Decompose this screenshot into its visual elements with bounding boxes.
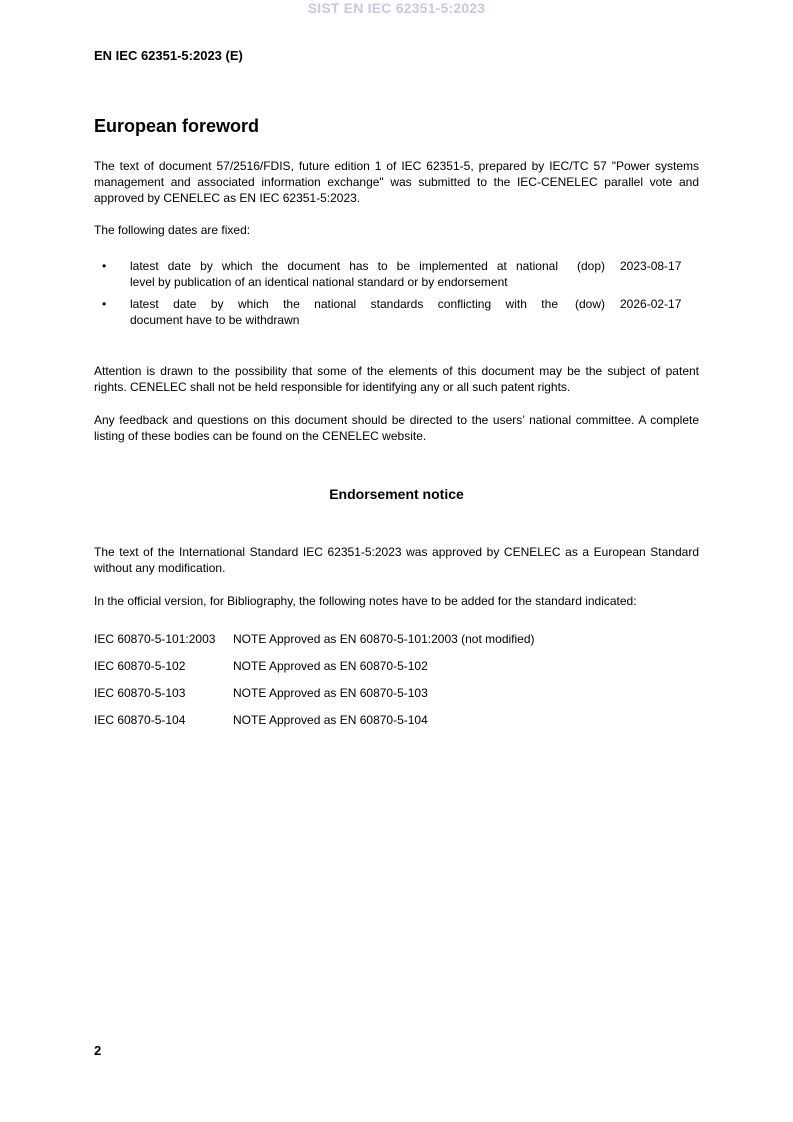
bullet: •: [102, 259, 107, 273]
endorsement-paragraph: The text of the International Standard IEC 62351-5:2023 was approved by CENELEC as a European Standard without any modification.: [94, 545, 699, 575]
bullet: •: [102, 297, 107, 311]
page-number: 2: [94, 1043, 102, 1058]
date-item-text: latest date by which the document has to be implemented at national: [130, 259, 558, 273]
date-item-dop: [94, 258, 699, 290]
patent-paragraph: Attention is drawn to the possibility that some of the elements of this document may be the subject of patent rights. CENELEC shall not be held responsible for identifying any or all such patent rights.: [94, 364, 699, 394]
watermark: SIST EN IEC 62351-5:2023: [307, 0, 486, 16]
date-item-dow: [94, 296, 699, 328]
date-value: 2026-02-17: [620, 297, 682, 311]
reference-code: IEC 60870-5-104: [94, 713, 186, 727]
running-head: EN IEC 62351-5:2023 (E): [94, 48, 243, 63]
reference-code: IEC 60870-5-102: [94, 659, 186, 673]
endorsement-title: Endorsement notice: [329, 486, 464, 502]
date-abbr: (dow): [574, 297, 605, 311]
reference-code: IEC 60870-5-101:2003: [94, 632, 216, 646]
feedback-paragraph: Any feedback and questions on this document should be directed to the users’ national committee. A complete listing of these bodies can be found on the CENELEC website.: [94, 413, 699, 443]
date-value: 2023-08-17: [620, 259, 682, 273]
foreword-paragraph: The text of document 57/2516/FDIS, future edition 1 of IEC 62351-5, prepared by IEC/TC 57 "Power systems management and associated information exchange" was submitted to the IEC-CENELEC parallel vote and approved by CENELEC as EN IEC 62351-5:2023.: [94, 159, 699, 205]
reference-note: NOTE Approved as EN 60870-5-104: [233, 713, 428, 727]
date-abbr: (dop): [576, 259, 605, 273]
bibliography-intro: In the official version, for Bibliography, the following notes have to be added for the standard indicated:: [94, 594, 637, 608]
date-item-text: latest date by which the national standards conflicting with the: [130, 297, 558, 311]
date-item-text: level by publication of an identical national standard or by endorsement: [130, 275, 508, 289]
date-item-text: document have to be withdrawn: [130, 313, 300, 327]
reference-note: NOTE Approved as EN 60870-5-103: [233, 686, 428, 700]
reference-code: IEC 60870-5-103: [94, 686, 186, 700]
reference-note: NOTE Approved as EN 60870-5-102: [233, 659, 428, 673]
foreword-title: European foreword: [94, 116, 260, 136]
dates-intro: The following dates are fixed:: [94, 223, 251, 237]
reference-note: NOTE Approved as EN 60870-5-101:2003 (not modified): [233, 632, 535, 646]
